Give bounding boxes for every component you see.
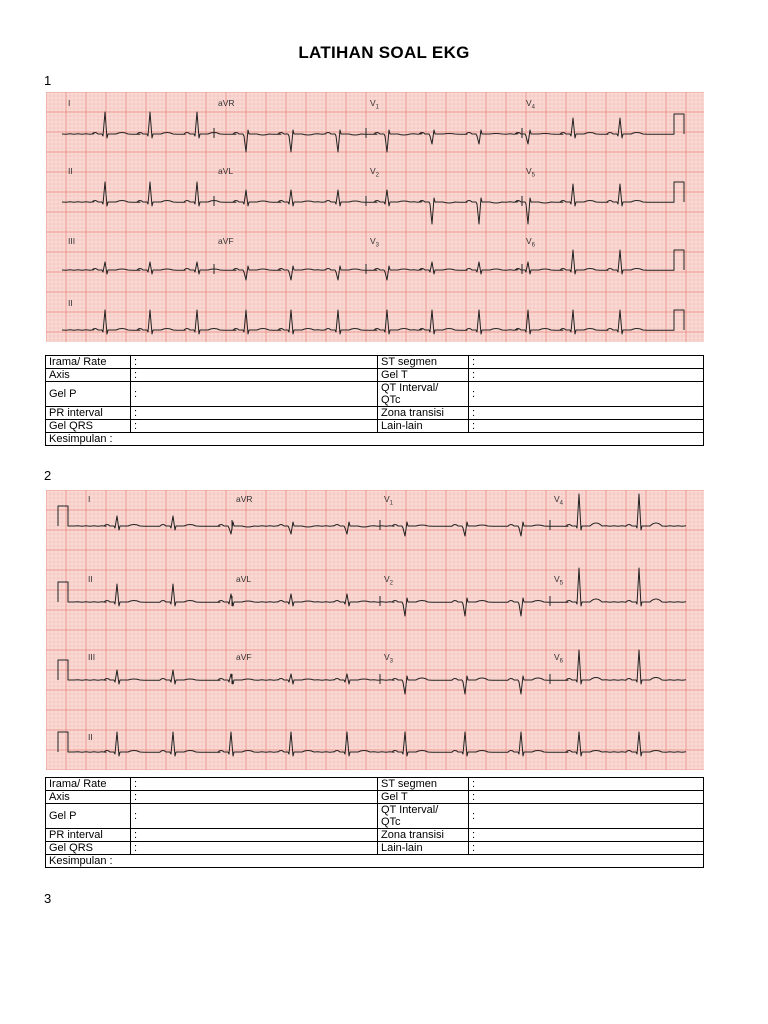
ecg-strip-1 xyxy=(46,92,704,342)
page-title: LATIHAN SOAL EKG xyxy=(298,43,470,62)
field-kesimpulan[interactable]: Kesimpulan : xyxy=(46,855,704,868)
label-gel-t: Gel T xyxy=(378,369,469,382)
lead-label: $V_1$ xyxy=(384,494,394,507)
field-gel-t[interactable]: : xyxy=(469,791,704,804)
lead-label: $V_6$ xyxy=(526,236,536,249)
label-gel-qrs: Gel QRS xyxy=(46,842,131,855)
label-irama-rate: Irama/ Rate xyxy=(46,356,131,369)
lead-label: aVL xyxy=(218,166,234,176)
lead-label: $V_3$ xyxy=(370,236,380,249)
lead-label: III xyxy=(88,652,96,662)
lead-label: $V_2$ xyxy=(370,166,380,179)
label-zona-transisi: Zona transisi xyxy=(378,829,469,842)
label-gel-t: Gel T xyxy=(378,791,469,804)
lead-label: aVF xyxy=(218,236,234,246)
field-qt-interval[interactable]: : xyxy=(469,382,704,407)
label-qt-interval: QT Interval/ QTc xyxy=(378,382,469,407)
ecg-grid-background xyxy=(46,92,704,342)
label-pr-interval: PR interval xyxy=(46,407,131,420)
field-pr-interval[interactable]: : xyxy=(131,829,378,842)
field-gel-p[interactable]: : xyxy=(131,382,378,407)
lead-label: $V_3$ xyxy=(384,652,394,665)
field-irama-rate[interactable]: : xyxy=(131,778,378,791)
lead-label: $V_4$ xyxy=(554,494,564,507)
lead-label: aVF xyxy=(236,652,252,662)
field-st-segmen[interactable]: : xyxy=(469,778,704,791)
field-axis[interactable]: : xyxy=(131,791,378,804)
ecg-strip-2 xyxy=(46,490,704,770)
label-gel-p: Gel P xyxy=(46,382,131,407)
field-irama-rate[interactable]: : xyxy=(131,356,378,369)
field-lain-lain[interactable]: : xyxy=(469,420,704,433)
field-qt-interval[interactable]: : xyxy=(469,804,704,829)
label-gel-qrs: Gel QRS xyxy=(46,420,131,433)
answer-table-1 xyxy=(45,355,704,446)
lead-label: aVL xyxy=(236,574,252,584)
lead-label: I xyxy=(68,98,71,108)
lead-label: II xyxy=(88,574,93,584)
lead-label: II xyxy=(68,166,73,176)
field-zona-transisi[interactable]: : xyxy=(469,407,704,420)
lead-label: III xyxy=(68,236,76,246)
question-number-2: 2 xyxy=(44,468,52,483)
question-number-3: 3 xyxy=(44,891,52,906)
label-axis: Axis xyxy=(46,369,131,382)
question-number-1: 1 xyxy=(44,73,52,88)
lead-label: $V_1$ xyxy=(370,98,380,111)
field-zona-transisi[interactable]: : xyxy=(469,829,704,842)
label-lain-lain: Lain-lain xyxy=(378,420,469,433)
lead-label: $V_5$ xyxy=(554,574,564,587)
lead-label: $V_6$ xyxy=(554,652,564,665)
lead-label-rhythm: II xyxy=(88,732,93,742)
lead-label: I xyxy=(88,494,91,504)
field-pr-interval[interactable]: : xyxy=(131,407,378,420)
label-zona-transisi: Zona transisi xyxy=(378,407,469,420)
label-pr-interval: PR interval xyxy=(46,829,131,842)
label-st-segmen: ST segmen xyxy=(378,778,469,791)
field-lain-lain[interactable]: : xyxy=(469,842,704,855)
lead-label: $V_4$ xyxy=(526,98,536,111)
label-irama-rate: Irama/ Rate xyxy=(46,778,131,791)
label-qt-interval: QT Interval/ QTc xyxy=(378,804,469,829)
field-gel-qrs[interactable]: : xyxy=(131,420,378,433)
field-st-segmen[interactable]: : xyxy=(469,356,704,369)
lead-label: aVR xyxy=(218,98,235,108)
lead-label-rhythm: II xyxy=(68,298,73,308)
label-gel-p: Gel P xyxy=(46,804,131,829)
field-gel-qrs[interactable]: : xyxy=(131,842,378,855)
label-axis: Axis xyxy=(46,791,131,804)
answer-table-2 xyxy=(45,777,704,868)
field-kesimpulan[interactable]: Kesimpulan : xyxy=(46,433,704,446)
label-lain-lain: Lain-lain xyxy=(378,842,469,855)
field-gel-p[interactable]: : xyxy=(131,804,378,829)
field-axis[interactable]: : xyxy=(131,369,378,382)
lead-label: $V_5$ xyxy=(526,166,536,179)
field-gel-t[interactable]: : xyxy=(469,369,704,382)
lead-label: aVR xyxy=(236,494,253,504)
lead-label: $V_2$ xyxy=(384,574,394,587)
label-st-segmen: ST segmen xyxy=(378,356,469,369)
